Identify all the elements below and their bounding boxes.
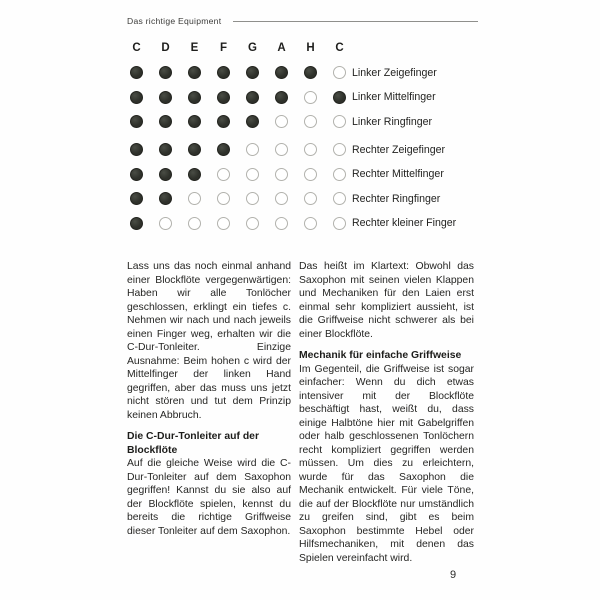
right-text-column [299,260,474,565]
hole-closed-dot [217,66,230,79]
note-letter: A [277,42,286,54]
dots-row [130,192,346,205]
hole-open-dot [333,115,346,128]
hole-closed-dot [188,143,201,156]
hole-open-dot [304,168,317,181]
note-letter: E [190,42,199,54]
note-letter: F [219,42,228,54]
finger-label: Linker Mittelfinger [352,91,436,103]
hole-closed-dot [217,115,230,128]
hole-closed-dot [130,217,143,230]
chapter-title: Das richtige Equipment [127,16,222,26]
subheading: Mechanik für einfache Griffweise [299,350,462,361]
paragraph: Das heißt im Klartext: Obwohl das Saxophon mit seinen vielen Klappen und Mechaniken für den Laien erst einmal sehr kompliziert aussieht, ist die Griffweise nicht schwerer als bei einer Blockflöte. [299,261,474,340]
left-text-column [127,260,291,538]
fingering-row [130,217,456,230]
note-letter: C [132,42,141,54]
hole-open-dot [304,192,317,205]
page-number: 9 [450,569,457,581]
hole-closed-dot [217,143,230,156]
hole-closed-dot [246,115,259,128]
fingering-row [130,168,456,181]
header-rule [233,21,478,22]
hole-closed-dot [130,192,143,205]
fingering-chart [130,42,456,230]
hole-open-dot [275,217,288,230]
hole-open-dot [333,168,346,181]
dots-row [130,66,346,79]
hole-closed-dot [188,115,201,128]
note-letter: D [161,42,170,54]
hole-open-dot [304,91,317,104]
page-header [127,16,478,26]
hole-open-dot [217,168,230,181]
hole-open-dot [275,143,288,156]
finger-label: Rechter Mittelfinger [352,168,444,180]
hole-closed-dot [188,91,201,104]
fingering-row [130,115,456,128]
fingering-row [130,66,456,79]
hole-open-dot [246,217,259,230]
dots-row [130,91,346,104]
hole-closed-dot [159,115,172,128]
hole-open-dot [246,192,259,205]
hole-open-dot [275,192,288,205]
hole-closed-dot [188,168,201,181]
dots-row [130,115,346,128]
fingering-rows [130,66,456,230]
hole-open-dot [333,66,346,79]
finger-label: Linker Ringfinger [352,115,433,128]
paragraph: Im Gegenteil, die Griffweise ist sogar einfacher: Wenn du dich etwas intensiver mit der Blockflöte beschäftigt hast, weißt du, dass einige Halbtöne hier mit Gabelgriffen oder halb geschlossenen Tonlöchern recht kompliziert gegriffen werden müssen. Um dies zu erleichtern, wurde für das Saxophon die Mechanik entwickelt. Für viele Töne, die auf der Blockflöte nur umständlich zu greifen sind, gibt es beim Saxophon bestimmte Hebel oder Hilfsmechaniken, mit denen das Spielen vereinfacht wird. [299,363,474,564]
hole-closed-dot [246,91,259,104]
hole-closed-dot [275,91,288,104]
hole-closed-dot [275,66,288,79]
hole-closed-dot [159,192,172,205]
paragraph: Lass uns das noch einmal anhand einer Blockflöte vergegenwärtigen: Haben wir alle Tonlöcher geschlossen, erklingt ein tiefes c. Nehmen wir nach und nach jeweils einen Finger weg, erhalten wir die C-Dur-Tonleiter. Einzige Ausnahme: Beim hohen c wird der Mittelfinger der linken Hand gegriffen, aber das muss uns jetzt nicht stören und tut dem Prinzip keinen Abbruch. [127,261,291,421]
hole-closed-dot [333,91,346,104]
hole-open-dot [246,168,259,181]
dots-row [130,168,346,181]
finger-label: Rechter Zeigefinger [352,143,446,156]
hole-closed-dot [159,168,172,181]
note-letter: H [306,42,315,54]
hole-open-dot [333,192,346,205]
hole-closed-dot [159,91,172,104]
hole-closed-dot [130,115,143,128]
hole-open-dot [333,143,346,156]
hole-open-dot [304,217,317,230]
hole-closed-dot [159,143,172,156]
dots-row [130,217,346,230]
hole-open-dot [304,143,317,156]
hole-open-dot [275,115,288,128]
hole-open-dot [188,217,201,230]
hole-closed-dot [130,168,143,181]
hole-closed-dot [130,66,143,79]
hole-open-dot [275,168,288,181]
hole-closed-dot [217,91,230,104]
subheading: Die C-Dur-Tonleiter auf der Blockflöte [127,431,260,456]
note-letter: G [248,42,257,54]
hole-closed-dot [159,66,172,79]
note-letter: C [335,42,344,54]
hole-open-dot [304,115,317,128]
hole-closed-dot [130,143,143,156]
fingering-row [130,91,456,104]
hole-closed-dot [304,66,317,79]
hole-open-dot [159,217,172,230]
finger-label: Rechter Ringfinger [352,192,441,205]
hole-closed-dot [246,66,259,79]
hole-closed-dot [130,91,143,104]
hole-closed-dot [188,66,201,79]
hole-open-dot [217,192,230,205]
finger-label: Rechter kleiner Finger [352,217,457,229]
fingering-row [130,192,456,205]
fingering-row [130,143,456,156]
dots-row [130,143,346,156]
hole-open-dot [188,192,201,205]
hole-open-dot [246,143,259,156]
note-letters-row [130,42,456,54]
paragraph: Auf die gleiche Weise wird die C-Dur-Tonleiter auf dem Saxophon gegriffen! Kannst du sie also auf der Blockflöte spielen, kennst du bereits die richtige Griffweise dieser Tonleiter auf dem Saxophon. [127,458,291,537]
hole-open-dot [333,217,346,230]
hole-open-dot [217,217,230,230]
finger-label: Linker Zeigefinger [352,66,437,79]
